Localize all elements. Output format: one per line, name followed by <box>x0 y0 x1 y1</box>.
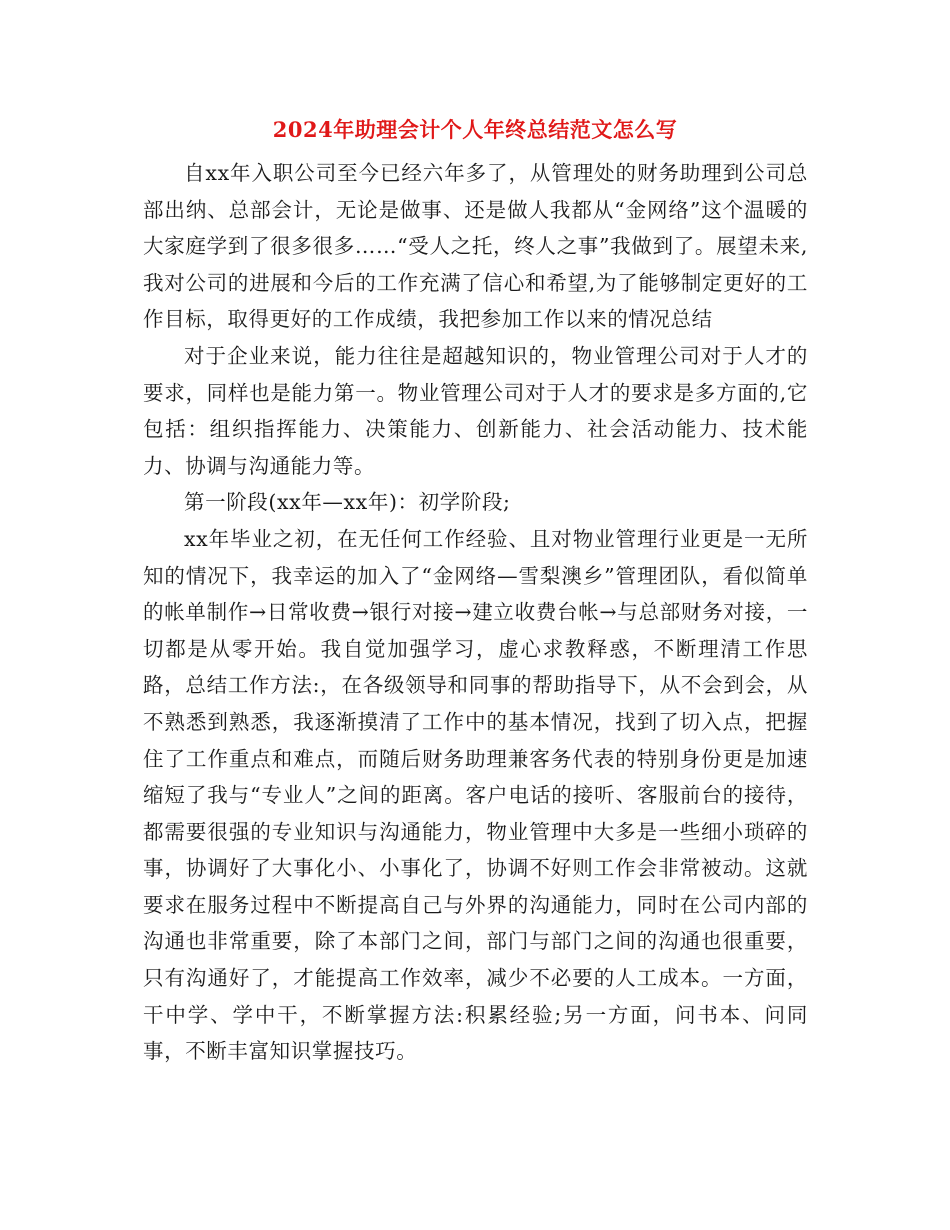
paragraph-intro: 自xx年入职公司至今已经六年多了，从管理处的财务助理到公司总部出纳、总部会计，无论是做事、还是做人我都从“金网络”这个温暖的大家庭学到了很多很多……“受人之托，终人之事”我做到了。展望未来,我对公司的进展和今后的工作充满了信心和希望,为了能够制定更好的工作目标，取得更好的工作成绩，我把参加工作以来的情况总结 <box>143 161 808 332</box>
document-title: 2024年助理会计个人年终总结范文怎么写 <box>272 117 678 142</box>
paragraph-stage-heading: 第一阶段(xx年—xx年)：初学阶段; <box>184 490 511 515</box>
document-body <box>143 155 808 1070</box>
paragraph-stage-detail: xx年毕业之初，在无任何工作经验、且对物业管理行业更是一无所知的情况下，我幸运的加入了“金网络—雪梨澳乡”管理团队，看似简单的帐单制作→日常收费→银行对接→建立收费台帐→与总部财务对接，一切都是从零开始。我自觉加强学习，虚心求教释惑，不断理清工作思路，总结工作方法:，在各级领导和同事的帮助指导下，从不会到会，从不熟悉到熟悉，我逐渐摸清了工作中的基本情况，找到了切入点，把握住了工作重点和难点，而随后财务助理兼客务代表的特别身份更是加速缩短了我与“专业人”之间的距离。客户电话的接听、客服前台的接待，都需要很强的专业知识与沟通能力，物业管理中大多是一些细小琐碎的事，协调好了大事化小、小事化了，协调不好则工作会非常被动。这就要求在服务过程中不断提高自己与外界的沟通能力，同时在公司内部的沟通也非常重要，除了本部门之间，部门与部门之间的沟通也很重要，只有沟通好了，才能提高工作效率，减少不必要的人工成本。一方面，干中学、学中干，不断掌握方法:积累经验;另一方面，问书本、问同事，不断丰富知识掌握技巧。 <box>143 526 808 1064</box>
paragraph-abilities: 对于企业来说，能力往往是超越知识的，物业管理公司对于人才的要求，同样也是能力第一。物业管理公司对于人才的要求是多方面的,它包括：组织指挥能力、决策能力、创新能力、社会活动能力、技术能力、协调与沟通能力等。 <box>143 343 808 478</box>
